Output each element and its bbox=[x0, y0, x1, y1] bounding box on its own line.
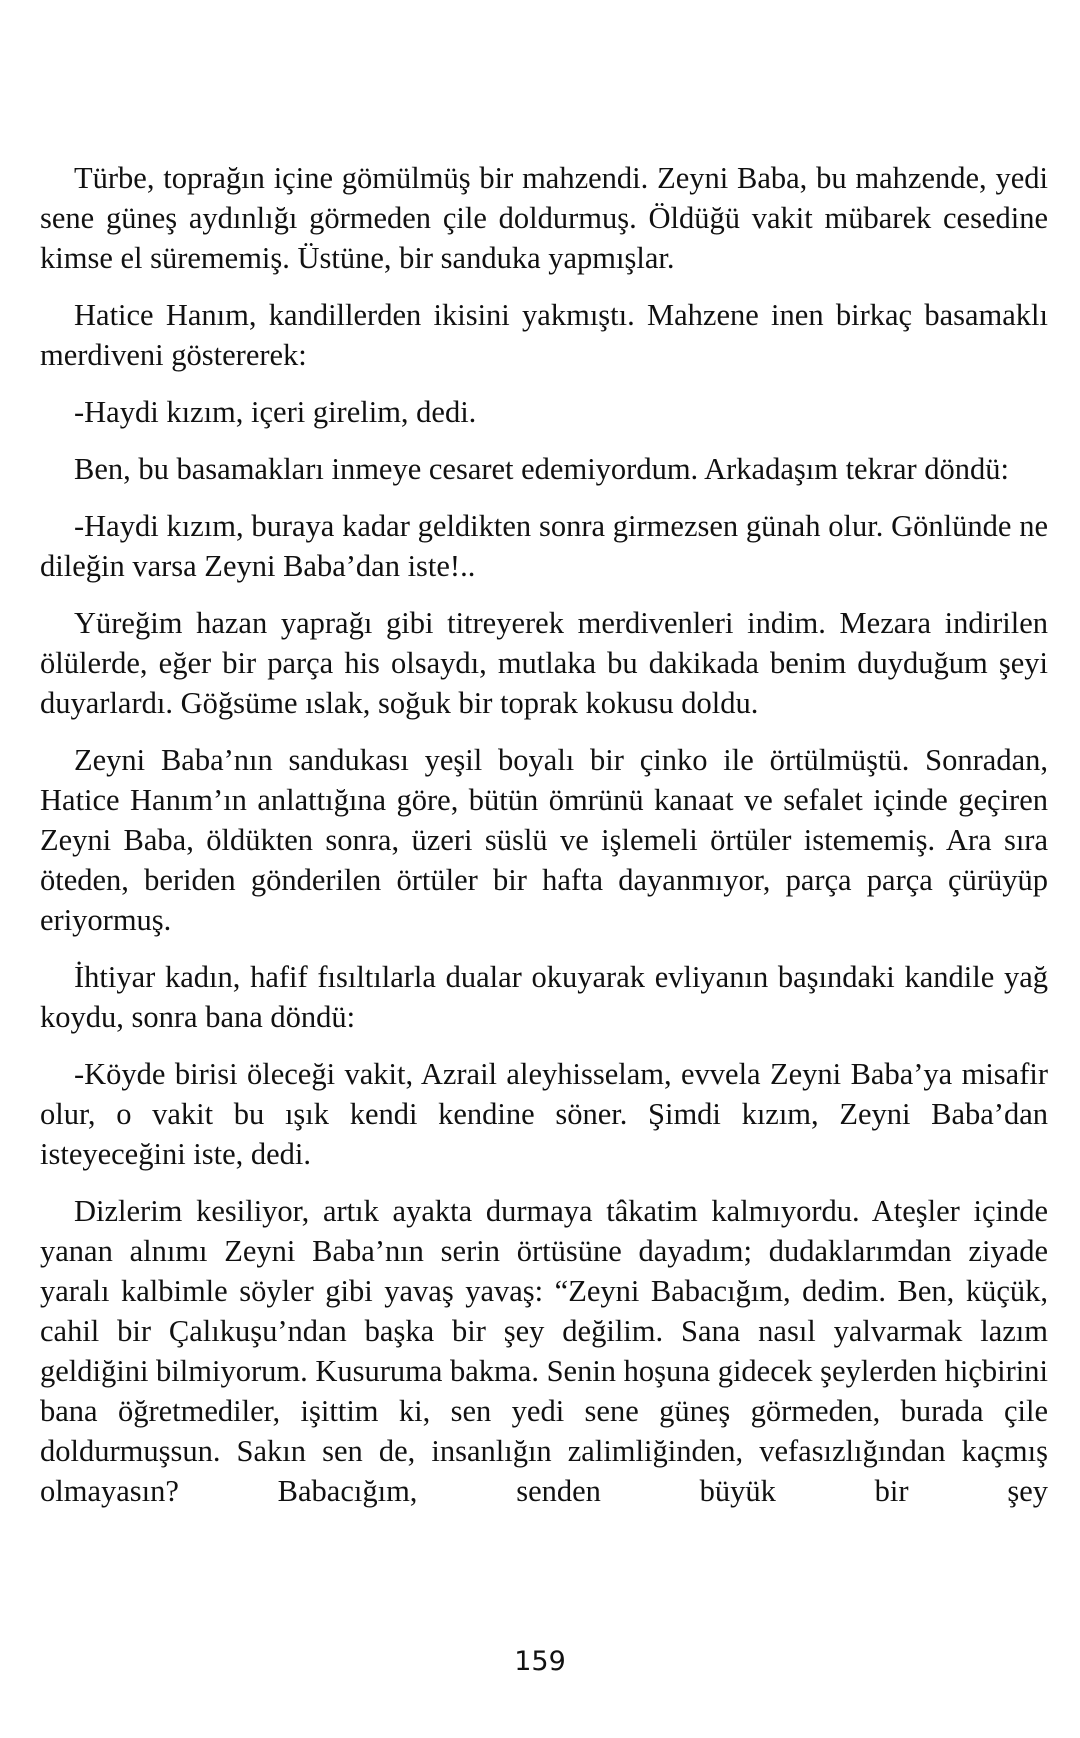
paragraph-9: -Köyde birisi öleceği vakit, Azrail aleyhisselam, evvela Zeyni Baba’ya misafir olur, o vakit bu ışık kendi kendine söner. Şimdi kızım, Zeyni Baba’dan isteyeceğini iste, dedi. bbox=[40, 1057, 1048, 1171]
paragraph-10: Dizlerim kesiliyor, artık ayakta durmaya tâkatim kalmıyordu. Ateşler içinde yanan alnımı Zeyni Baba’nın serin örtüsüne dayadım; dudaklarımdan ziyade yaralı kalbimle söyler gibi yavaş yavaş: “Zeyni Babacığım, dedim. Ben, küçük, cahil bir Çalıkuşu’ndan başka bir şey değilim. Sana nasıl yalvarmak lazım geldiğini bilmiyorum. Kusuruma bakma. Senin hoşuna gidecek şeylerden hiçbirini bana öğretmediler, işittim ki, sen yedi sene güneş görmeden, burada çile doldurmuşsun. Sakın sen de, insanlığın zalimliğinden, vefasızlığından kaçmış olmayasın? Babacığım, senden büyük bir şey bbox=[40, 1194, 1048, 1508]
paragraph-6: Yüreğim hazan yaprağı gibi titreyerek merdivenleri indim. Mezara indirilen ölülerde, eğer bir parça his olsaydı, mutlaka bu dakikada benim duyduğum şeyi duyarlardı. Göğsüme ıslak, soğuk bir toprak kokusu doldu. bbox=[40, 606, 1048, 720]
paragraph-4: Ben, bu basamakları inmeye cesaret edemiyordum. Arkadaşım tekrar döndü: bbox=[74, 452, 1010, 486]
book-page-text bbox=[40, 158, 1048, 1528]
paragraph-1: Türbe, toprağın içine gömülmüş bir mahzendi. Zeyni Baba, bu mahzende, yedi sene güneş aydınlığı görmeden çile doldurmuş. Öldüğü vakit mübarek cesedine kimse el sürememiş. Üstüne, bir sanduka yapmışlar. bbox=[40, 161, 1048, 275]
paragraph-7: Zeyni Baba’nın sandukası yeşil boyalı bir çinko ile örtülmüştü. Sonradan, Hatice Hanım’ın anlattığına göre, bütün ömrünü kanaat ve sefalet içinde geçiren Zeyni Baba, öldükten sonra, üzeri süslü ve işlemeli örtüler istememiş. Ara sıra öteden, beriden gönderilen örtüler bir hafta dayanmıyor, parça parça çürüyüp eriyormuş. bbox=[40, 743, 1048, 937]
paragraph-5: -Haydi kızım, buraya kadar geldikten sonra girmezsen günah olur. Gönlünde ne dileğin varsa Zeyni Baba’dan iste!.. bbox=[40, 509, 1048, 583]
paragraph-3: -Haydi kızım, içeri girelim, dedi. bbox=[74, 395, 477, 429]
page-number: 159 bbox=[514, 1646, 566, 1677]
paragraph-2: Hatice Hanım, kandillerden ikisini yakmıştı. Mahzene inen birkaç basamaklı merdiveni göstererek: bbox=[40, 298, 1048, 372]
paragraph-8: İhtiyar kadın, hafif fısıltılarla dualar okuyarak evliyanın başındaki kandile yağ koydu, sonra bana döndü: bbox=[40, 960, 1048, 1034]
